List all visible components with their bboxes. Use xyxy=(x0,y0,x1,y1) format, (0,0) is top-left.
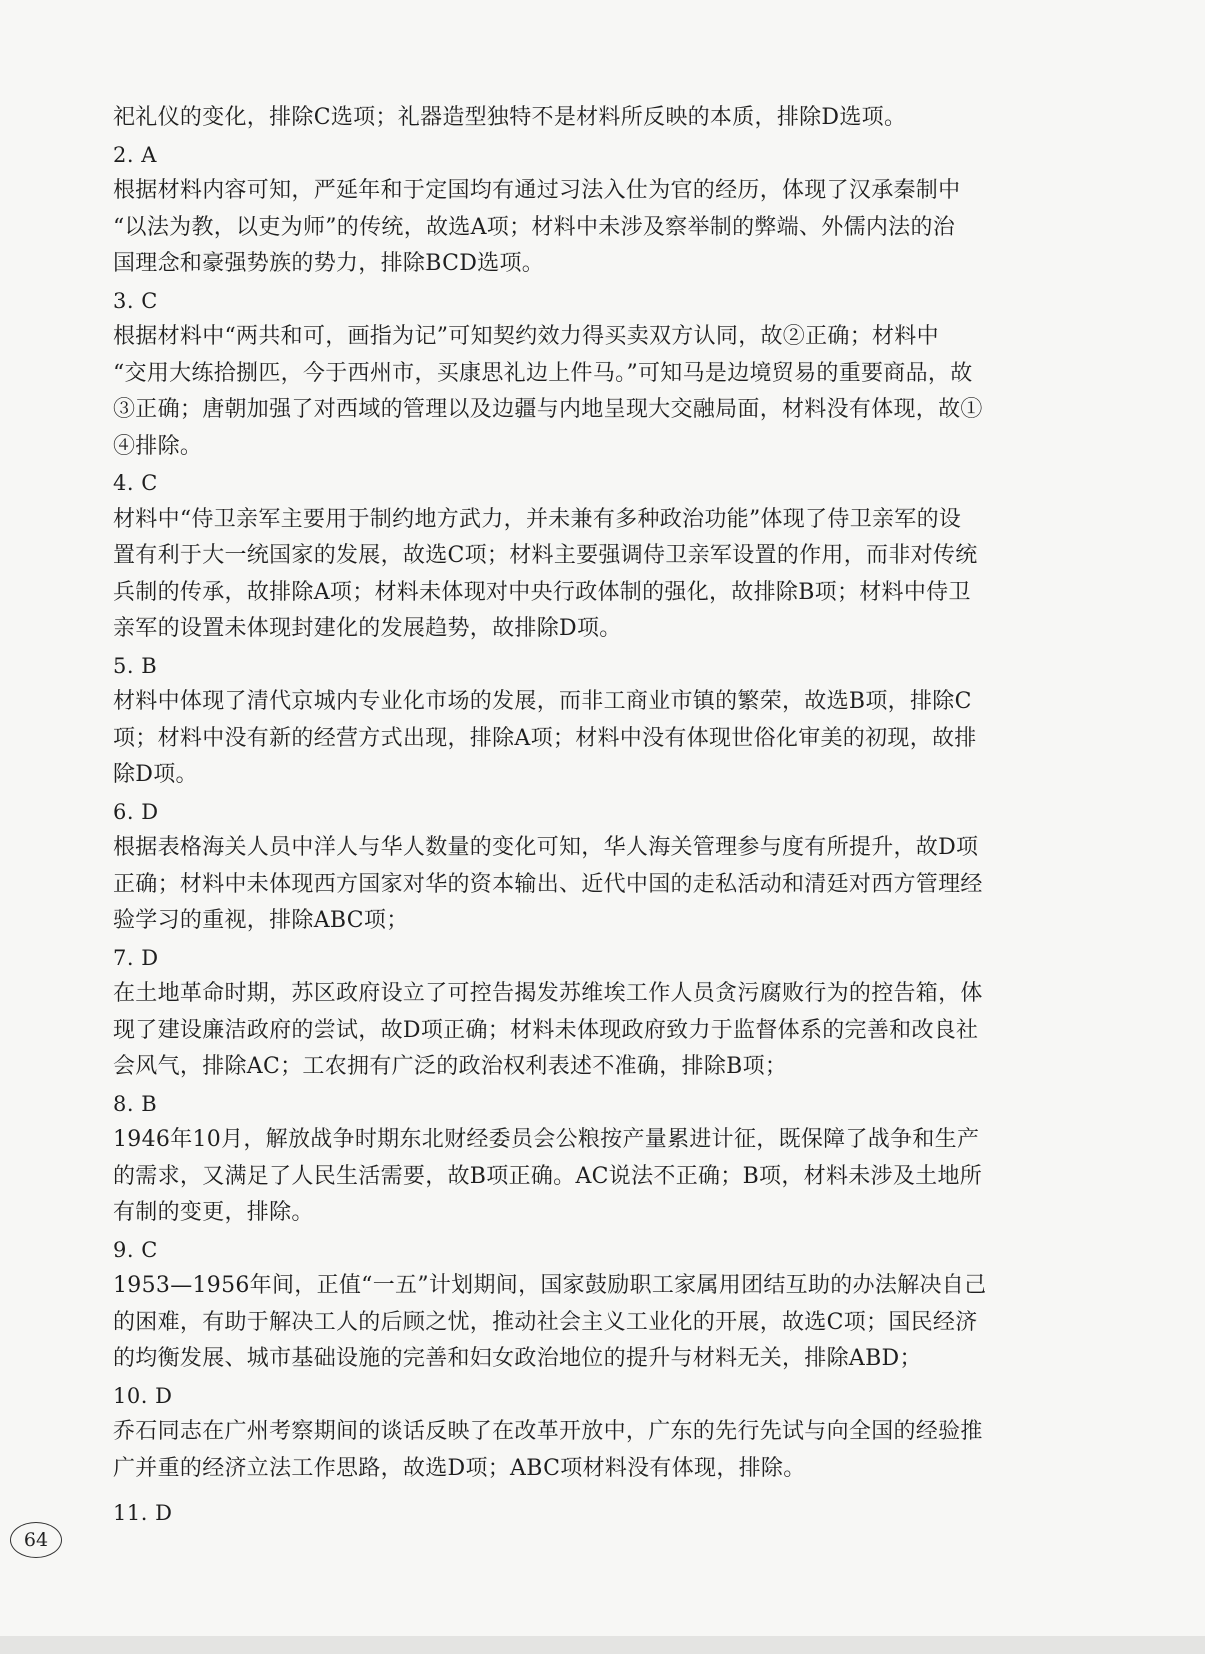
text-line: 正确；材料中未体现西方国家对华的资本输出、近代中国的走私活动和清廷对西方管理经 xyxy=(113,871,983,897)
text-line: 在土地革命时期，苏区政府设立了可控告揭发苏维埃工作人员贪污腐败行为的控告箱，体 xyxy=(113,981,983,1006)
text-line: 根据材料中“两共和可，画指为记”可知契约效力得买卖双方认同，故②正确；材料中 xyxy=(113,324,939,349)
text-line: 广并重的经济立法工作思路，故选D项；ABC项材料没有体现，排除。 xyxy=(113,1455,806,1481)
text-line: 材料中体现了清代京城内专业化市场的发展，而非工商业市镇的繁荣，故选B项，排除C xyxy=(113,689,972,714)
text-line: 现了建设廉洁政府的尝试，故D项正确；材料未体现政府致力于监督体系的完善和改良社 xyxy=(113,1017,979,1043)
text-line: 根据材料内容可知，严延年和于定国均有通过习法入仕为官的经历，体现了汉承秦制中 xyxy=(113,178,961,203)
text-line: 乔石同志在广州考察期间的谈话反映了在改革开放中，广东的先行先试与向全国的经验推 xyxy=(113,1419,983,1444)
spacer xyxy=(113,1487,1083,1495)
text-line: ④排除。 xyxy=(113,433,203,459)
page-number: 64 xyxy=(10,1522,62,1558)
text-line: 验学习的重视，排除ABC项； xyxy=(113,908,409,933)
answer-label: 4. C xyxy=(113,471,158,495)
text-line: 有制的变更，排除。 xyxy=(113,1200,314,1225)
answer-label: 2. A xyxy=(113,142,157,167)
answer-label: 11. D xyxy=(113,1501,173,1525)
text-line: 根据表格海关人员中洋人与华人数量的变化可知，华人海关管理参与度有所提升，故D项 xyxy=(113,835,979,860)
text-line: 亲军的设置未体现封建化的发展趋势，故排除D项。 xyxy=(113,616,622,641)
text-line: 材料中“侍卫亲军主要用于制约地方武力，并未兼有多种政治功能”体现了侍卫亲军的设 xyxy=(113,506,962,532)
text-line: 国理念和豪强势族的势力，排除BCD选项。 xyxy=(113,251,545,276)
text-line: 的困难，有助于解决工人的后顾之忧，推动社会主义工业化的开展，故选C项；国民经济 xyxy=(113,1309,978,1335)
answer-label: 7. D xyxy=(113,945,159,970)
text-line: “以法为教，以吏为师”的传统，故选A项；材料中未涉及察举制的弊端、外儒内法的治 xyxy=(113,214,956,240)
text-line: 除D项。 xyxy=(113,762,198,787)
answer-label: 8. B xyxy=(113,1091,158,1116)
text-line: “交用大练拾捌匹，今于西州市，买康思礼边上件马。”可知马是边境贸易的重要商品，故 xyxy=(113,360,973,386)
text-line: 会风气，排除AC；工农拥有广泛的政治权利表述不准确，排除B项； xyxy=(113,1054,788,1079)
text-line: 1953—1956年间，正值“一五”计划期间，国家鼓励职工家属用团结互助的办法解决自己 xyxy=(113,1273,987,1298)
text-line: ③正确；唐朝加强了对西域的管理以及边疆与内地呈现大交融局面，材料没有体现，故① xyxy=(113,397,983,422)
text-line: 祀礼仪的变化，排除C选项；礼器造型独特不是材料所反映的本质，排除D选项。 xyxy=(113,105,907,130)
text-line: 兵制的传承，故排除A项；材料未体现对中央行政体制的强化，故排除B项；材料中侍卫 xyxy=(113,579,971,605)
text-line: 置有利于大一统国家的发展，故选C项；材料主要强调侍卫亲军设置的作用，而非对传统 xyxy=(113,543,978,568)
answer-label: 6. D xyxy=(113,799,159,824)
scan-edge xyxy=(0,1636,1205,1654)
text-line: 的均衡发展、城市基础设施的完善和妇女政治地位的提升与材料无关，排除ABD； xyxy=(113,1346,922,1371)
answer-label: 5. B xyxy=(113,653,158,678)
text-line: 的需求，又满足了人民生活需要，故B项正确。AC说法不正确；B项，材料未涉及土地所 xyxy=(113,1163,983,1189)
answer-explanations xyxy=(113,100,1083,1532)
answer-label: 3. C xyxy=(113,288,158,313)
text-line: 1946年10月，解放战争时期东北财经委员会公粮按产量累进计征，既保障了战争和生产 xyxy=(113,1127,980,1152)
text-line: 项；材料中没有新的经营方式出现，排除A项；材料中没有体现世俗化审美的初现，故排 xyxy=(113,725,977,751)
answer-label: 9. C xyxy=(113,1237,158,1262)
answer-label: 10. D xyxy=(113,1383,173,1408)
